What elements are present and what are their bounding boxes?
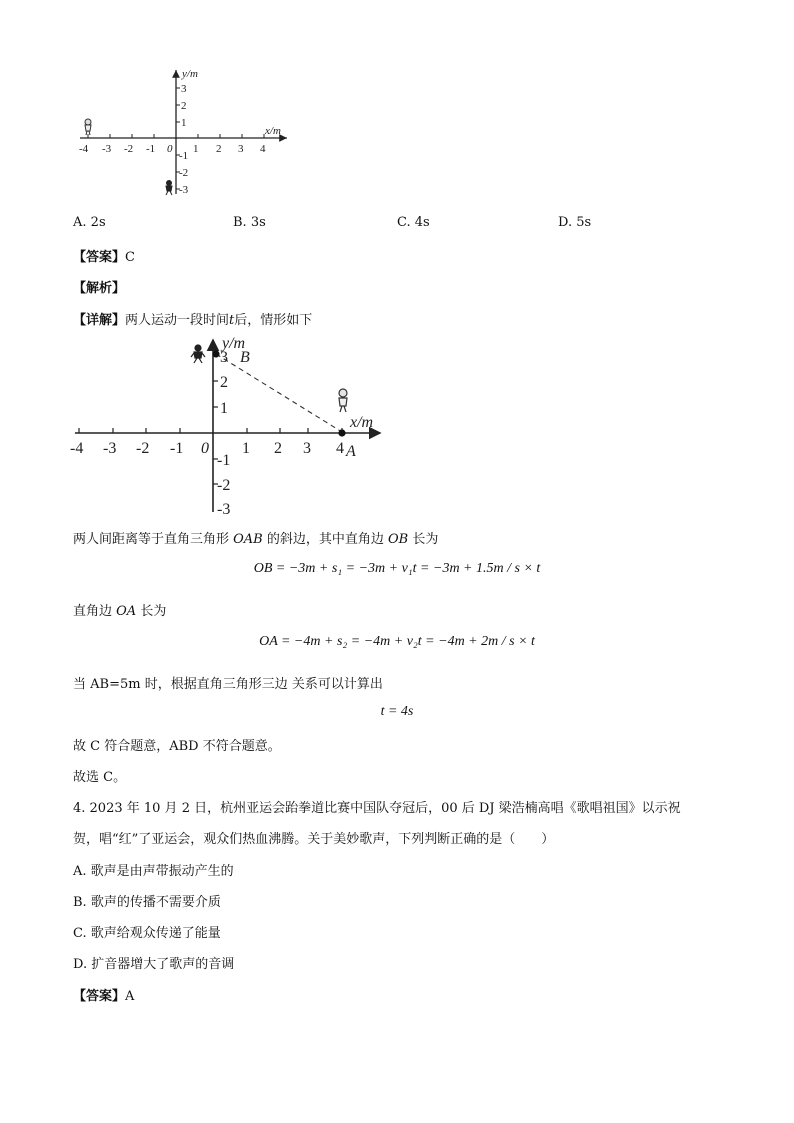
y-tick-label: -3	[179, 184, 189, 196]
y-tick-label: 3	[220, 349, 228, 366]
y-tick-label: -1	[179, 150, 189, 162]
conclusion-line: 故 C 符合题意，ABD 不符合题意。	[73, 739, 281, 754]
x-tick-label: -4	[79, 143, 89, 155]
x-tick-label: -4	[70, 440, 84, 457]
equation-oa: OA = −4m + s₂ = −4m + v₂t = −4m + 2m / s × t	[259, 634, 535, 649]
detail-line: 【详解】两人运动一段时间t后，情形如下	[73, 313, 313, 328]
point-b-dot	[212, 350, 219, 357]
y-tick-label: -2	[179, 167, 189, 179]
x-axis-label: x/m	[265, 125, 281, 137]
y-tick-label: 2	[220, 374, 228, 391]
equation-ob: OB = −3m + s₁ = −3m + v₁t = −3m + 1.5m / s × t	[253, 561, 541, 576]
choice-line: 故选 C。	[73, 770, 127, 785]
person-b-icon	[166, 181, 172, 196]
point-a-label: A	[346, 443, 356, 460]
q4-option-c: C. 歌声给观众传递了能量	[73, 926, 221, 941]
x-tick-label: -1	[170, 440, 184, 457]
text-line-ab: 当 AB=5m 时，根据直角三角形三边 关系可以计算出	[73, 677, 383, 692]
y-tick-label: 2	[181, 100, 187, 112]
x-tick-label: -2	[124, 143, 134, 155]
point-b-label: B	[240, 349, 250, 366]
q4-stem-line-1: 4. 2023 年 10 月 2 日，杭州亚运会跆拳道比赛中国队夺冠后，00 后 DJ 梁浩楠高唱《歌唱祖国》以示祝	[73, 801, 681, 816]
q4-option-b: B. 歌声的传播不需要介质	[73, 895, 221, 910]
figure-1-coordinate-system	[75, 64, 300, 199]
person-a-icon	[339, 389, 347, 412]
y-tick-label: 3	[181, 83, 187, 95]
y-tick-label: 1	[181, 117, 187, 129]
x-tick-label: 4	[336, 440, 344, 457]
equation-t: t = 4s	[380, 704, 414, 719]
x-axis-label: x/m	[350, 414, 374, 431]
option-c: C. 4s	[397, 215, 430, 230]
q4-option-d: D. 扩音器增大了歌声的音调	[73, 957, 235, 972]
x-tick-label: -1	[146, 143, 156, 155]
y-axis-label: y/m	[222, 335, 246, 352]
option-d: D. 5s	[558, 215, 592, 230]
x-tick-label: 2	[216, 143, 222, 155]
y-axis-label: y/m	[182, 68, 198, 80]
x-tick-label: 1	[242, 440, 250, 457]
q4-answer-line: 【答案】A	[73, 989, 135, 1004]
y-tick-label: 1	[220, 400, 228, 417]
option-a: A. 2s	[73, 215, 106, 230]
x-tick-label: 0	[201, 440, 209, 457]
y-tick-label: -1	[217, 452, 231, 469]
x-tick-label: -2	[136, 440, 150, 457]
point-a-dot	[338, 429, 345, 436]
text-line-oab: 两人间距离等于直角三角形 OAB 的斜边，其中直角边 OB 长为	[73, 532, 439, 547]
answer-line: 【答案】C	[73, 250, 135, 265]
q4-stem-line-2: 贺，唱“红”了亚运会，观众们热血沸腾。关于美妙歌声，下列判断正确的是（ ）	[73, 832, 555, 847]
x-tick-label: 0	[167, 143, 173, 155]
figure-2-solution-diagram	[70, 332, 390, 517]
x-tick-label: 2	[274, 440, 282, 457]
x-tick-label: 1	[193, 143, 199, 155]
text-line-oa: 直角边 OA 长为	[73, 604, 167, 619]
q4-option-a: A. 歌声是由声带振动产生的	[73, 864, 234, 879]
person-b-icon	[191, 345, 205, 363]
hypotenuse-ab	[216, 354, 342, 432]
person-a-icon	[85, 119, 91, 135]
x-tick-label: 3	[238, 143, 244, 155]
x-tick-label: -3	[103, 440, 117, 457]
option-b: B. 3s	[233, 215, 266, 230]
y-tick-label: -3	[217, 501, 231, 517]
y-tick-label: -2	[217, 477, 231, 494]
analysis-tag: 【解析】	[73, 281, 126, 296]
x-tick-label: 4	[260, 143, 266, 155]
x-tick-label: 3	[303, 440, 311, 457]
x-tick-label: -3	[102, 143, 112, 155]
